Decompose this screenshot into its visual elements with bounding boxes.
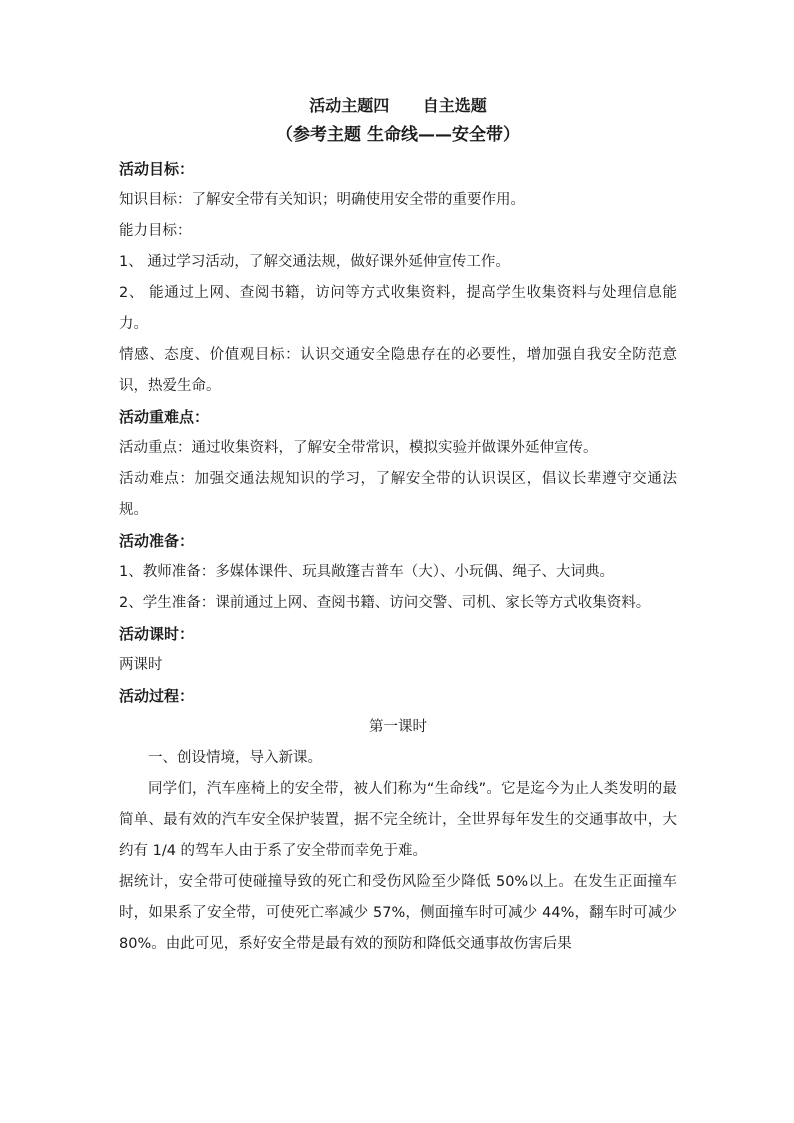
key-heading: 活动重难点： bbox=[119, 408, 210, 426]
page-subtitle: （参考主题 生命线——安全带） bbox=[276, 125, 520, 145]
paragraph-statistics: 据统计，安全带可使碰撞导致的死亡和受伤风险至少降低 50%以上。在发生正面撞车时，如果系了安全带，可使死亡率减少 57%，侧面撞车时可减少 44%，翻车时可减少 80%。由此可见，系好安全带是最有效的预防和降低交通事故伤害后果 bbox=[119, 874, 677, 952]
key-point: 活动重点：通过收集资料，了解安全带常识，模拟实验并做课外延伸宣传。 bbox=[119, 440, 598, 456]
page-title: 活动主题四 自主选题 bbox=[309, 96, 487, 115]
lesson-one-title: 第一课时 bbox=[369, 719, 427, 735]
paragraph-intro: 同学们，汽车座椅上的安全带，被人们称为“生命线”。它是迄今为止人类发明的最简单、最有效的汽车安全保护装置，据不完全统计，全世界每年发生的交通事故中，大约有 1/4 的驾车人由于系了安全带而幸免于难。 bbox=[119, 781, 677, 859]
document-body bbox=[119, 92, 677, 960]
difficult-point: 活动难点：加强交通法规知识的学习，了解安全带的认识误区，倡议长辈遵守交通法规。 bbox=[119, 471, 677, 518]
process-heading: 活动过程： bbox=[119, 687, 195, 705]
prep-student: 2、学生准备：课前通过上网、查阅书籍、访问交警、司机、家长等方式收集资料。 bbox=[119, 595, 651, 611]
goal-heading: 活动目标： bbox=[119, 160, 195, 178]
prep-heading: 活动准备： bbox=[119, 532, 195, 550]
prep-teacher: 1、教师准备：多媒体课件、玩具敞篷吉普车（大）、小玩偶、绳子、大词典。 bbox=[119, 564, 614, 580]
hours-heading: 活动课时： bbox=[119, 625, 195, 643]
emotion-goal: 情感、态度、价值观目标：认识交通安全隐患存在的必要性，增加强自我安全防范意识，热爱生命。 bbox=[119, 347, 677, 394]
ability-item-2: 2、 能通过上网、查阅书籍，访问等方式收集资料，提高学生收集资料与处理信息能力。 bbox=[119, 285, 677, 332]
ability-item-1: 1、 通过学习活动，了解交通法规，做好课外延伸宣传工作。 bbox=[119, 254, 510, 270]
ability-heading: 能力目标： bbox=[119, 223, 192, 239]
step-one: 一、创设情境，导入新课。 bbox=[148, 750, 322, 766]
knowledge-goal: 知识目标：了解安全带有关知识；明确使用安全带的重要作用。 bbox=[119, 192, 525, 208]
hours-value: 两课时 bbox=[119, 657, 163, 673]
